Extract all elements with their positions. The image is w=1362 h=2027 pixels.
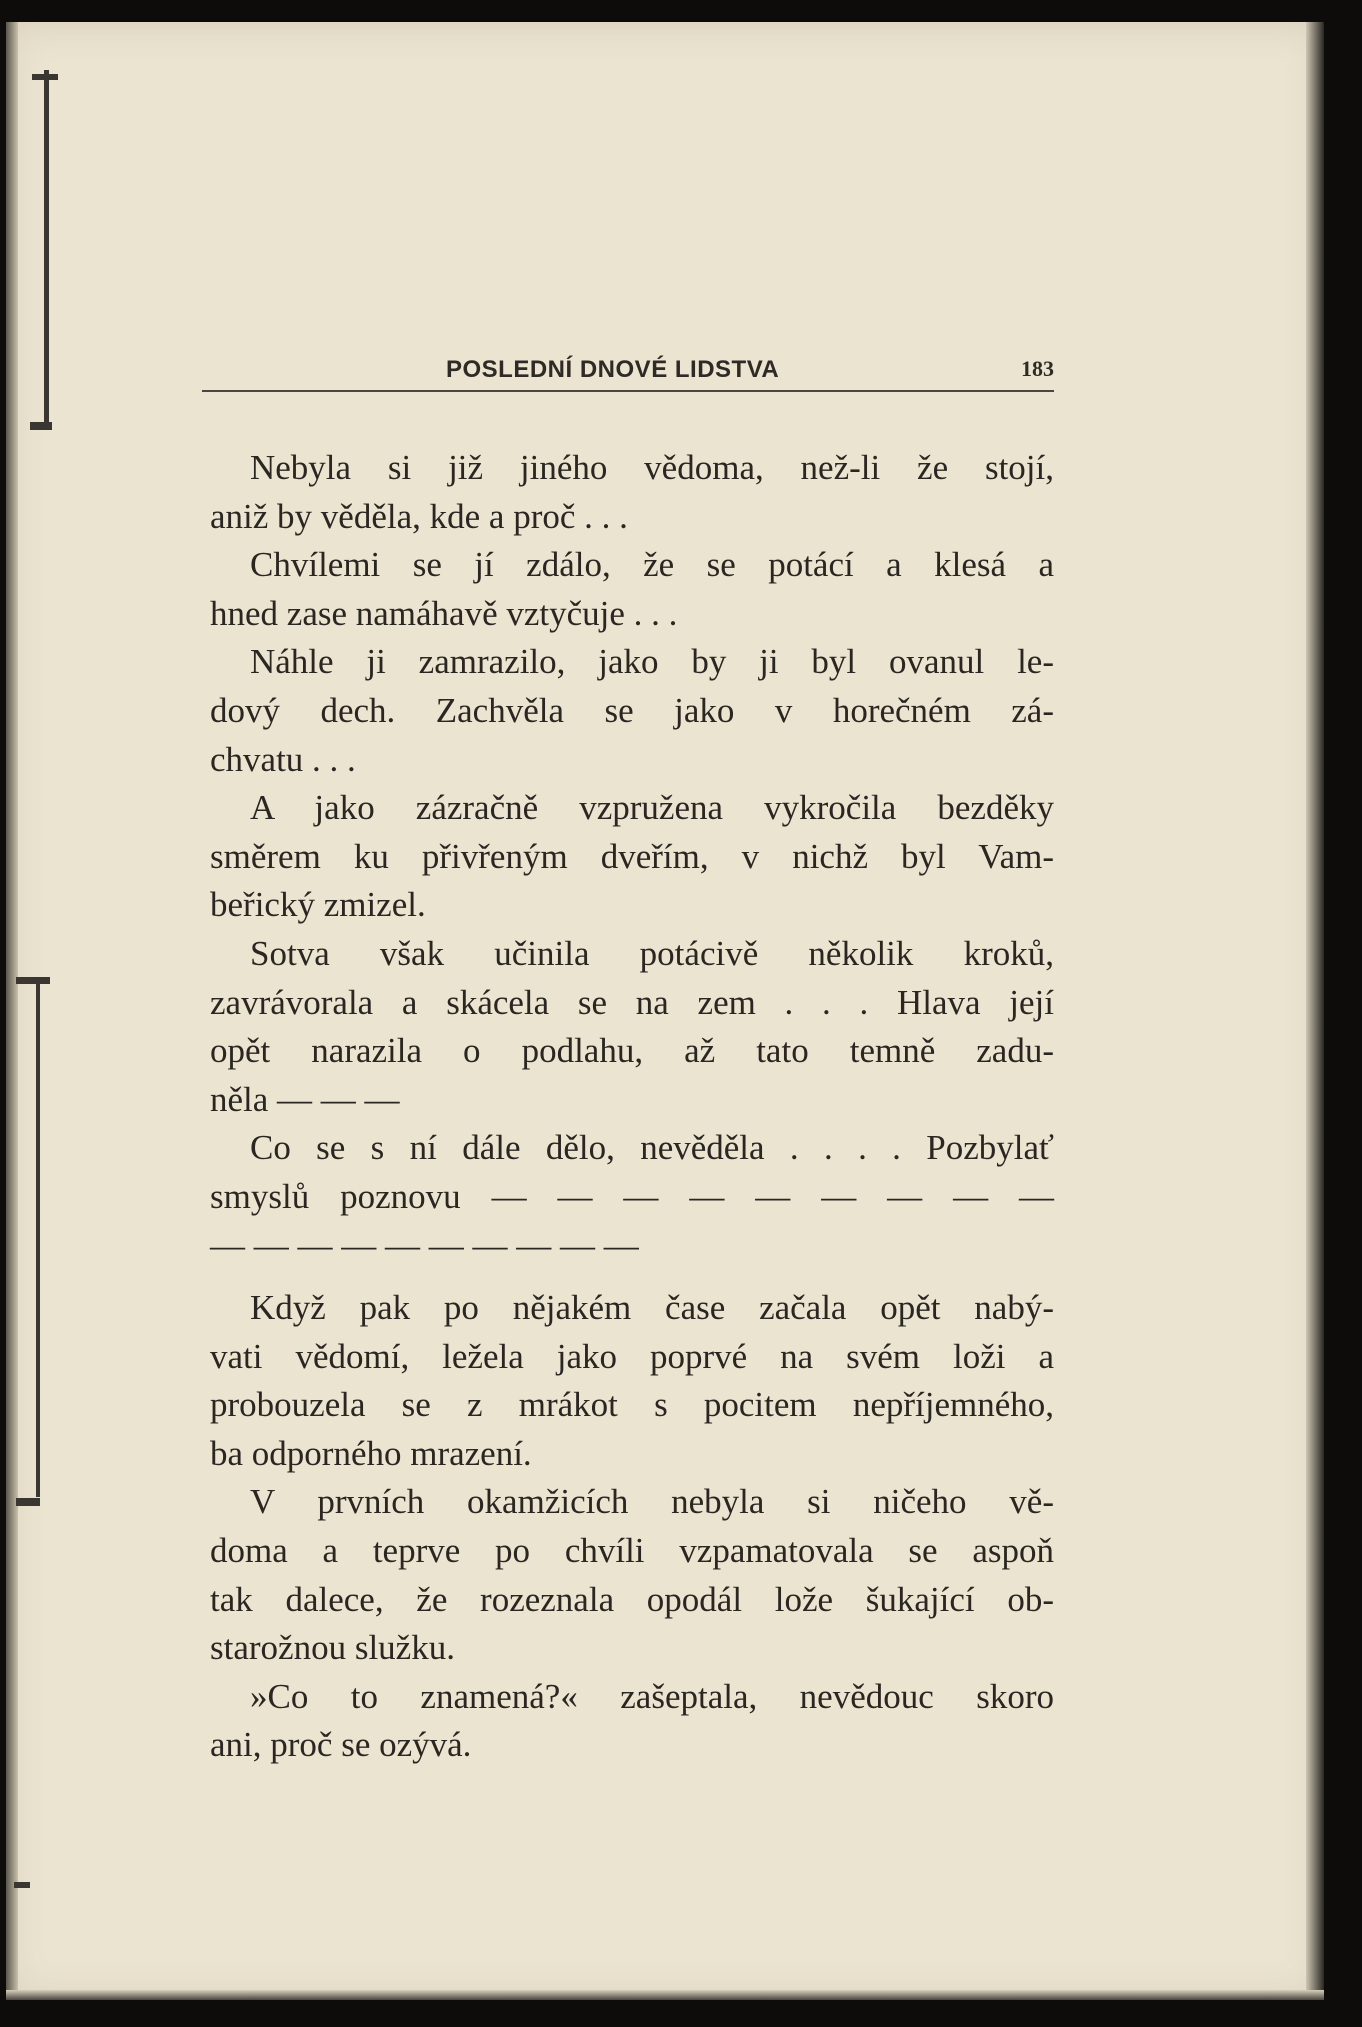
text-line: Když pak po nějakém čase začala opět nabý- xyxy=(250,1288,1054,1328)
text-line: opět narazila o podlahu, až tato temně zadu- xyxy=(210,1031,1054,1071)
text-line: Nebyla si již jiného vědoma, než-li že stojí, xyxy=(250,448,1054,487)
running-header xyxy=(202,350,1054,392)
page-right-edge xyxy=(1306,22,1324,2000)
page-bottom-edge xyxy=(6,1990,1324,2000)
text-line: beřický zmizel. xyxy=(210,885,426,925)
text-line: »Co to znamená?« zašeptala, nevědouc skoro xyxy=(250,1676,1054,1716)
section-gap xyxy=(210,1270,1054,1284)
text-line: zavrávorala a skácela se na zem . . . Hlava její xyxy=(210,982,1054,1022)
text-line: Chvílemi se jí zdálo, že se potácí a klesá a xyxy=(250,545,1054,585)
margin-mark xyxy=(16,1498,40,1506)
text-line: doma a teprve po chvíli vzpamatovala se aspoň xyxy=(210,1531,1054,1571)
page-left-edge xyxy=(6,22,18,2000)
text-line: chvatu . . . xyxy=(210,739,356,779)
margin-mark xyxy=(16,977,50,984)
book-page xyxy=(6,22,1324,2000)
margin-mark xyxy=(14,1882,30,1888)
text-line: ba odporného mrazení. xyxy=(210,1433,532,1473)
text-line: směrem ku přivřeným dveřím, v nichž byl Vam- xyxy=(210,836,1054,876)
body-text xyxy=(210,444,1054,1770)
text-line: něla — — — xyxy=(210,1079,400,1119)
text-line: dový dech. Zachvěla se jako v horečném zá- xyxy=(210,690,1054,730)
margin-mark xyxy=(36,977,40,1497)
text-line: Náhle ji zamrazilo, jako by ji byl ovanul le- xyxy=(250,642,1054,682)
running-title: POSLEDNÍ DNOVÉ LIDSTVA xyxy=(446,356,780,383)
text-line: vati vědomí, ležela jako poprvé na svém loži a xyxy=(210,1336,1054,1376)
margin-mark xyxy=(30,422,52,430)
text-line: hned zase namáhavě vztyčuje . . . xyxy=(210,593,678,633)
page-number: 183 xyxy=(1021,356,1054,381)
text-line: Sotva však učinila potácivě několik kroků, xyxy=(250,933,1054,973)
text-line: probouzela se z mrákot s pocitem nepříjemného, xyxy=(210,1385,1054,1425)
text-line: tak dalece, že rozeznala opodál lože šukající ob- xyxy=(210,1579,1054,1619)
text-line: aniž by věděla, kde a proč . . . xyxy=(210,496,628,536)
text-line: starožnou služku. xyxy=(210,1628,455,1668)
text-line: V prvních okamžicích nebyla si ničeho vě- xyxy=(250,1482,1054,1522)
text-line: Co se s ní dále dělo, nevěděla . . . . Pozbylať xyxy=(250,1128,1054,1168)
text-line: A jako zázračně vzpružena vykročila bezděky xyxy=(250,788,1054,828)
margin-mark xyxy=(44,70,49,430)
text-line: smyslů poznovu — — — — — — — — — xyxy=(210,1176,1054,1216)
text-line: ani, proč se ozývá. xyxy=(210,1725,472,1765)
text-line: — — — — — — — — — — xyxy=(210,1225,639,1265)
margin-mark xyxy=(32,74,58,80)
